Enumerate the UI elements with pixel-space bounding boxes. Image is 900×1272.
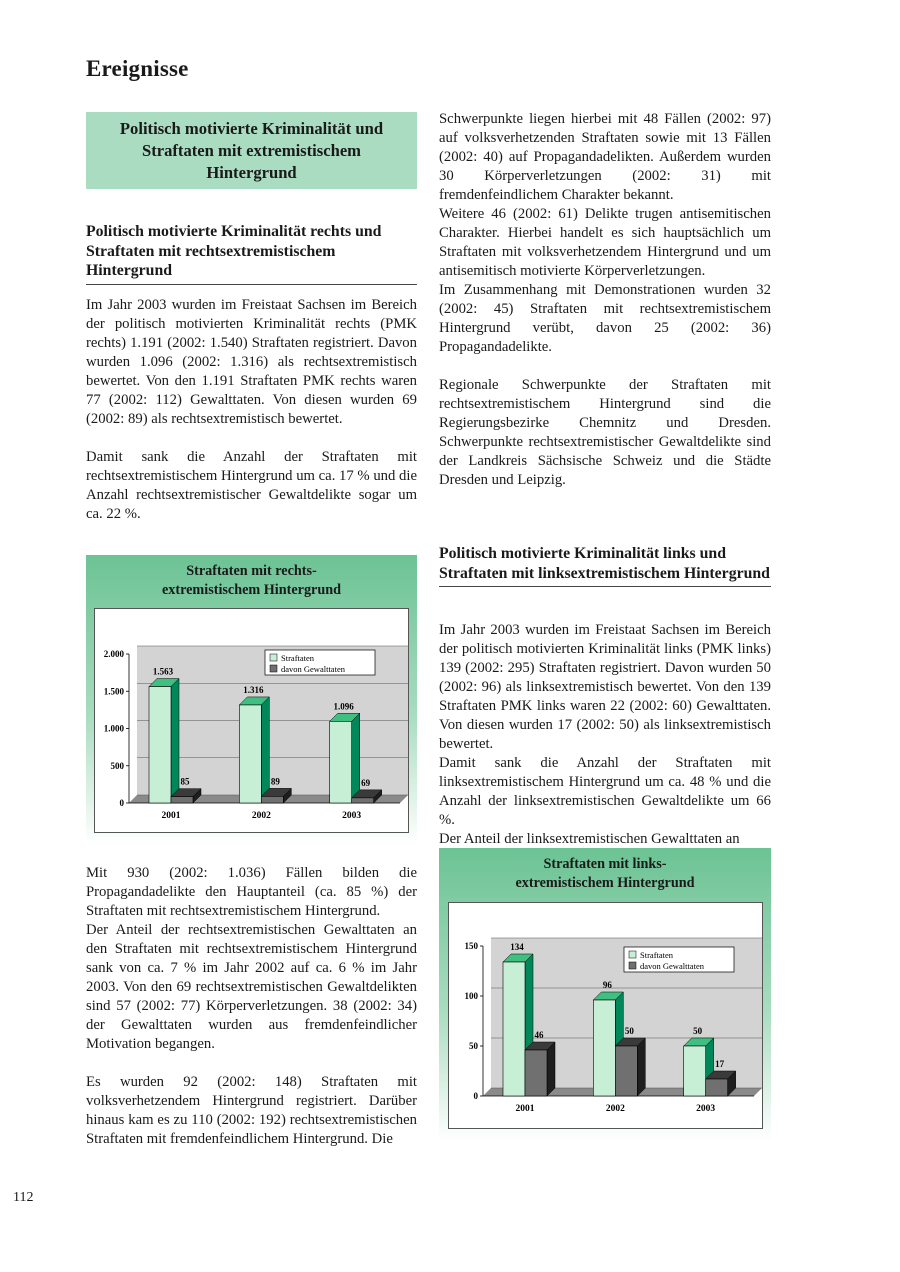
paragraph: Im Jahr 2003 wurden im Freistaat Sachsen im Bereich der politisch motivierten Kriminalität links (PMK links) 139 (2002: 295) Straftaten registriert. Davon wurden 50 (2002: 96) als linksextremistisch bewertet. Von den 139 Straftaten PMK links waren 22 (2002: 60) Gewalttaten. Von diesen wurden 17 (2002: 50) als linksextremistisch bewertet. [439,622,771,752]
right-text-block-1 [439,110,771,490]
y-tick-label: 0 [119,798,124,808]
bar-straftaten [684,1046,706,1096]
y-tick-label: 100 [464,991,478,1001]
left-text-block-1 [86,296,417,524]
chart-rechts-panel [86,555,417,845]
chart-links-title [439,855,771,893]
paragraph: Regionale Schwerpunkte der Straftaten mit rechtsextremistischem Hintergrund sind die Regierungsbezirke Chemnitz und Dresden. Schwerpunkte rechtsextremistischer Gewaltdelikte sind der Landkreis Sächsische Schweiz und die Städte Dresden und Leipzig. [439,377,771,488]
paragraph: Im Zusammenhang mit Demonstrationen wurden 32 (2002: 45) Straftaten mit rechtsextremistischem Hintergrund verübt, davon 25 (2002: 36) Propagandadelikte. [439,282,771,355]
data-label: 46 [534,1030,544,1040]
bar-side [171,679,179,803]
bar-side [261,697,269,803]
left-text-block-2 [86,864,417,1149]
paragraph: Es wurden 92 (2002: 148) Straftaten mit volksverhetzendem Hintergrund registriert. Darüber hinaus kam es zu 110 (2002: 192) rechtsextremistischen Straftaten mit fremdenfeindlichem Hintergrund. Die [86,1074,417,1147]
bar-side [547,1042,555,1096]
data-label: 17 [715,1059,725,1069]
data-label: 1.096 [333,701,354,712]
legend-label: davon Gewalttaten [281,664,345,674]
paragraph: Im Jahr 2003 wurden im Freistaat Sachsen im Bereich der politisch motivierten Kriminalität rechts (PMK rechts) 1.191 (2002: 1.540) Straftaten registriert. Davon wurden 1.096 (2002: 1.316) als rechtsextremistisch bewertet. Von den 1.191 Straftaten PMK rechts waren 77 (2002: 112) Gewalttaten. Von diesen wurden 69 (2002: 89) als rechtsextremistisch bewertet. [86,297,417,427]
data-label: 50 [624,1026,634,1036]
data-label: 96 [602,980,612,990]
paragraph: Weitere 46 (2002: 61) Delikte trugen antisemitischen Charakter. Hierbei handelt es sich hauptsächlich um Straftaten mit volksverhetzendem Hintergrund und um antisemitisch motivierte Körperverletzungen. [439,206,771,279]
data-label: 85 [180,776,190,787]
y-tick-label: 2.000 [103,649,124,659]
bar-straftaten [593,1000,615,1096]
chart-rechts-title [86,562,417,600]
subheading-links: Politisch motivierte Kriminalität links und Straftaten mit linksextremistischem Hintergrund [439,544,771,587]
bar-gewalttaten [352,798,374,803]
chart-title-line: extremistischem Hintergrund [515,875,695,891]
legend-swatch [629,951,636,958]
y-tick-label: 1.000 [103,723,124,734]
bar-side [637,1038,645,1096]
right-text-block-2 [439,621,771,849]
topic-box-title: Politisch motivierte Kriminalität und Straftaten mit extremistischem Hintergrund [119,118,384,182]
bar-straftaten [330,721,352,803]
bar-gewalttaten [525,1050,547,1096]
chart-title-line: Straftaten mit links- [543,856,667,872]
legend-swatch [629,962,636,969]
y-tick-label: 150 [464,941,478,951]
page-number: 112 [13,1190,34,1205]
section-title: Ereignisse [86,56,189,81]
chart-title-line: Straftaten mit rechts- [186,563,317,579]
left-subheading-wrap [86,222,417,285]
data-label: 134 [510,942,524,952]
chart-links-svg [449,903,762,1128]
bar-gewalttaten [171,797,193,803]
right-subheading-wrap [439,544,771,587]
data-label: 69 [361,777,371,788]
chart-rechts-frame [94,608,409,833]
paragraph: Schwerpunkte liegen hierbei mit 48 Fällen (2002: 97) auf volksverhetzenden Straftaten sowie mit 13 Fällen (2002: 40) auf Propagandadelikten. Außerdem wurden 30 Körperverletzungen (2002: 31) mit fremdenfeindlichem Charakter bekannt. [439,111,771,203]
x-tick-label: 2003 [696,1104,716,1114]
x-tick-label: 2002 [605,1104,625,1114]
paragraph: Der Anteil der linksextremistischen Gewalttaten an [439,831,740,847]
bar-gewalttaten [615,1046,637,1096]
bar-gewalttaten [261,796,283,803]
y-tick-label: 0 [473,1091,478,1101]
chart-links-panel [439,848,771,1142]
chart-title-line: extremistischem Hintergrund [161,582,342,598]
x-tick-label: 2001 [161,811,181,821]
x-tick-label: 2002 [251,811,271,821]
legend-swatch [270,665,277,672]
chart-links-frame [448,902,763,1129]
paragraph: Der Anteil der rechtsextremistischen Gewalttaten an den Straftaten mit rechtsextremistischem Hintergrund sank von ca. 7 % im Jahr 2002 auf ca. 6 % im Jahr 2003. Von den 69 rechtsextremistischen Gewaltdelikten sind 57 (2002: 77) Körperverletzungen. 38 (2002: 34) der Gewalttaten wurden aus fremdenfeindlicher Motivation begangen. [86,922,417,1052]
bar-gewalttaten [706,1079,728,1096]
x-tick-label: 2001 [515,1104,535,1114]
y-tick-label: 50 [469,1041,478,1051]
legend-label: Straftaten [281,653,315,663]
bar-side [352,713,360,803]
legend-label: Straftaten [640,950,674,960]
subheading-rechts: Politisch motivierte Kriminalität rechts und Straftaten mit rechtsextremistischem Hintergrund [86,222,417,285]
bar-straftaten [149,687,171,803]
paragraph: Mit 930 (2002: 1.036) Fällen bilden die Propagandadelikte den Hauptanteil (ca. 85 %) der Straftaten mit rechtsextremistischem Hintergrund. [86,865,417,919]
legend-swatch [270,654,277,661]
chart-rechts-svg [95,609,408,832]
bar-straftaten [239,705,261,803]
data-label: 50 [693,1026,703,1036]
y-tick-label: 500 [110,760,124,771]
y-tick-label: 1.500 [103,686,124,697]
legend-label: davon Gewalttaten [640,961,704,971]
paragraph: Damit sank die Anzahl der Straftaten mit rechtsextremistischem Hintergrund um ca. 17 % und die Anzahl rechtsextremistischer Gewaltdelikte sogar um ca. 22 %. [86,449,417,522]
data-label: 1.316 [243,684,264,695]
data-label: 1.563 [152,666,174,677]
paragraph: Damit sank die Anzahl der Straftaten mit linksextremistischem Hintergrund um ca. 48 % und die Anzahl der linksextremistischen Gewaltdelikte um 66 %. [439,755,771,828]
x-tick-label: 2003 [342,811,362,821]
bar-straftaten [503,962,525,1096]
data-label: 89 [270,776,280,787]
topic-box [86,112,417,189]
